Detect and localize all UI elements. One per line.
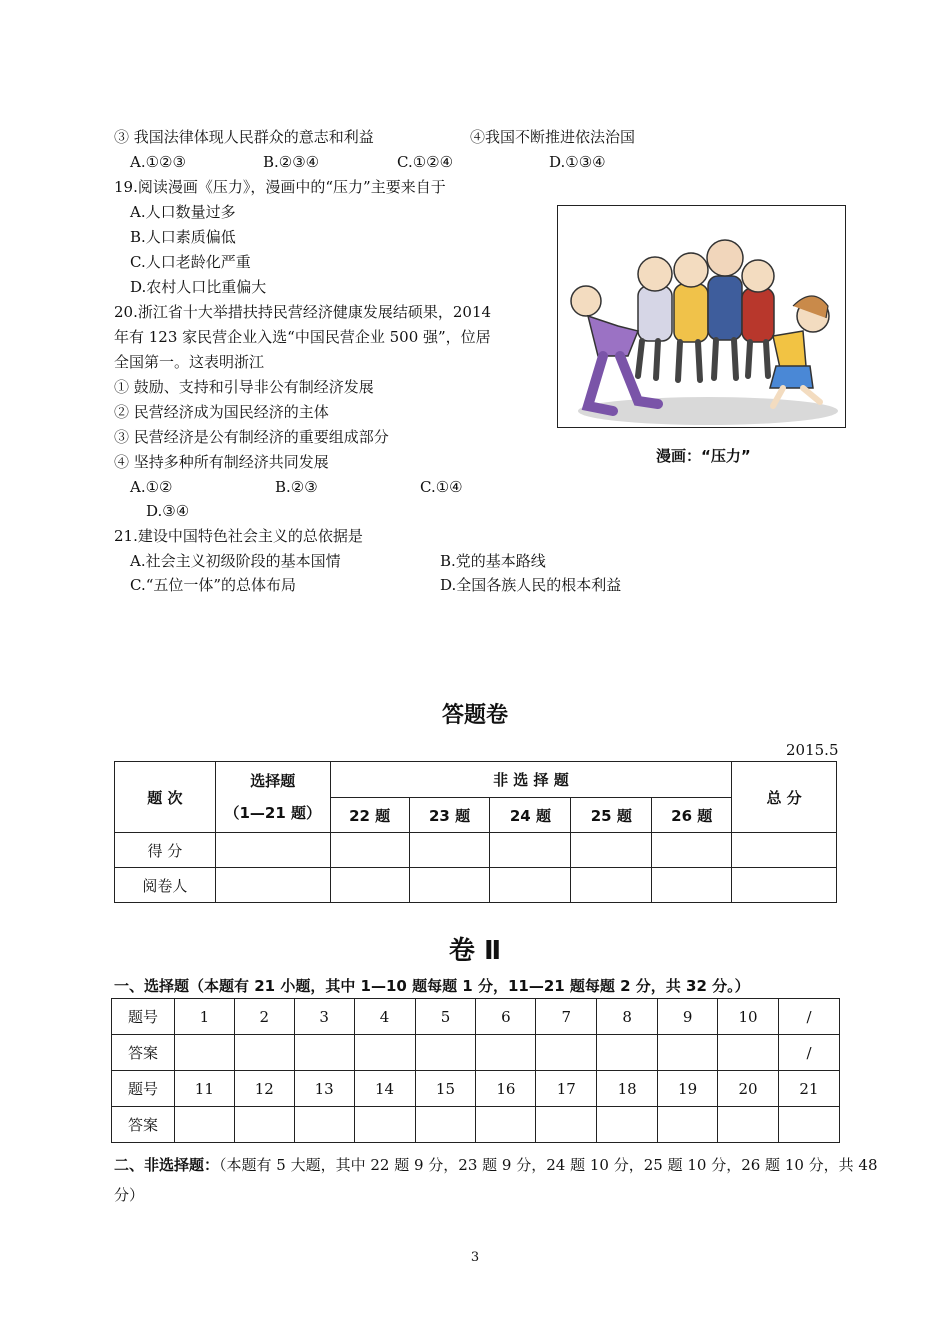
header-total: 总 分	[732, 762, 837, 833]
section2-text: （本题有 5 大题，其中 22 题 9 分，23 题 9 分，24 题 10 分，25 题 10 分，26 题 10 分，共 48	[219, 1156, 878, 1174]
q20-option-d: D.③④	[146, 502, 190, 520]
q20-stem-line-2: 年有 123 家民营企业入选“中国民营企业 500 强”，位居	[114, 328, 491, 346]
header-choice	[215, 762, 330, 833]
section2-line-1	[114, 1155, 878, 1175]
exam-date: 2015.5	[786, 741, 839, 759]
grader-cell[interactable]	[215, 868, 330, 903]
label-number: 题号	[112, 1071, 175, 1107]
row-grader-label: 阅卷人	[115, 868, 216, 903]
answer-cell[interactable]	[718, 1107, 779, 1143]
label-answer: 答案	[112, 1035, 175, 1071]
cartoon-illustration	[558, 206, 846, 428]
number-cell: 3	[294, 999, 354, 1035]
answer-cell[interactable]	[718, 1035, 779, 1071]
q19-option-a: A.人口数量过多	[130, 203, 236, 221]
answer-cell[interactable]	[658, 1107, 718, 1143]
q21-stem: 21.建设中国特色社会主义的总依据是	[114, 527, 363, 545]
header-choice-label: 选择题	[250, 772, 296, 790]
q20-statement-3: ③ 民营经济是公有制经济的重要组成部分	[114, 428, 389, 446]
q20-statement-4: ④ 坚持多种所有制经济共同发展	[114, 453, 329, 471]
score-cell[interactable]	[330, 833, 409, 868]
number-cell: 13	[294, 1071, 354, 1107]
label-answer: 答案	[112, 1107, 175, 1143]
number-cell: 18	[597, 1071, 658, 1107]
number-cell: 10	[718, 999, 779, 1035]
answer-grid	[111, 998, 840, 1143]
number-cell: 9	[658, 999, 718, 1035]
number-cell: 14	[354, 1071, 415, 1107]
page-number: 3	[470, 1250, 480, 1265]
q21-option-d: D.全国各族人民的根本利益	[440, 576, 622, 594]
answer-sheet-title: 答题卷	[441, 703, 508, 728]
score-cell[interactable]	[409, 833, 490, 868]
answer-cell[interactable]	[234, 1035, 294, 1071]
q19-option-d: D.农村人口比重偏大	[130, 278, 267, 296]
answer-cell[interactable]	[294, 1035, 354, 1071]
label-number: 题号	[112, 999, 175, 1035]
answer-cell[interactable]	[597, 1035, 658, 1071]
q20-option-c: C.①④	[420, 478, 463, 496]
header-q25: 25 题	[571, 798, 652, 833]
answer-cell[interactable]	[536, 1107, 597, 1143]
header-q26: 26 题	[652, 798, 732, 833]
answer-cell[interactable]	[476, 1107, 536, 1143]
answer-cell[interactable]	[174, 1107, 234, 1143]
score-cell[interactable]	[215, 833, 330, 868]
number-cell: 7	[536, 999, 597, 1035]
score-cell[interactable]	[732, 833, 837, 868]
q21-option-a: A.社会主义初级阶段的基本国情	[130, 552, 341, 570]
q18-option-b: B.②③④	[263, 153, 320, 171]
answer-cell[interactable]	[597, 1107, 658, 1143]
header-q23: 23 题	[409, 798, 490, 833]
row-score-label: 得 分	[115, 833, 216, 868]
score-cell[interactable]	[571, 833, 652, 868]
number-cell: 15	[415, 1071, 476, 1107]
section1-heading: 一、选择题（本题有 21 小题，其中 1—10 题每题 1 分，11—21 题每题 2 分，共 32 分。）	[114, 977, 750, 995]
number-cell: 19	[658, 1071, 718, 1107]
cartoon-caption: 漫画：“压力”	[656, 447, 751, 465]
header-choice-range: （1—21 题）	[224, 804, 322, 822]
answer-cell[interactable]	[658, 1035, 718, 1071]
pressure-cartoon-image	[557, 205, 846, 428]
number-cell: 6	[476, 999, 536, 1035]
number-cell: 11	[174, 1071, 234, 1107]
q20-stem-line-3: 全国第一。这表明浙江	[114, 353, 265, 371]
number-cell: 5	[415, 999, 476, 1035]
q18-statement-4: ④我国不断推进依法治国	[470, 128, 636, 146]
number-cell: 8	[597, 999, 658, 1035]
grader-cell[interactable]	[732, 868, 837, 903]
number-cell: 4	[354, 999, 415, 1035]
answer-cell-slash: /	[778, 1035, 839, 1071]
right-carrier-figure	[770, 296, 829, 406]
score-cell[interactable]	[490, 833, 571, 868]
q20-option-a: A.①②	[130, 478, 173, 496]
number-cell: 12	[234, 1071, 294, 1107]
number-cell: 21	[778, 1071, 839, 1107]
score-table	[114, 761, 837, 903]
q18-statement-3: ③ 我国法律体现人民群众的意志和利益	[114, 128, 374, 146]
header-q22: 22 题	[330, 798, 409, 833]
q18-option-c: C.①②④	[397, 153, 454, 171]
number-cell: 20	[718, 1071, 779, 1107]
number-cell: 2	[234, 999, 294, 1035]
grader-cell[interactable]	[330, 868, 409, 903]
q19-stem: 19.阅读漫画《压力》，漫画中的“压力”主要来自于	[114, 178, 446, 196]
q20-statement-1: ① 鼓励、支持和引导非公有制经济发展	[114, 378, 374, 396]
answer-cell[interactable]	[234, 1107, 294, 1143]
answer-cell[interactable]	[476, 1035, 536, 1071]
answer-cell[interactable]	[415, 1035, 476, 1071]
q18-option-a: A.①②③	[130, 153, 186, 171]
answer-cell[interactable]	[174, 1035, 234, 1071]
paper2-title: 卷 Ⅱ	[448, 936, 502, 966]
header-q24: 24 题	[490, 798, 571, 833]
q18-option-d: D.①③④	[549, 153, 606, 171]
q20-statement-2: ② 民营经济成为国民经济的主体	[114, 403, 329, 421]
section2-line-2: 分）	[114, 1186, 145, 1204]
grader-cell[interactable]	[652, 868, 732, 903]
q20-stem-line-1: 20.浙江省十大举措扶持民营经济健康发展结硕果，2014	[114, 303, 492, 321]
answer-cell[interactable]	[354, 1107, 415, 1143]
number-cell-slash: /	[778, 999, 839, 1035]
section2-label: 二、非选择题：	[114, 1156, 220, 1174]
score-cell[interactable]	[652, 833, 732, 868]
number-cell: 17	[536, 1071, 597, 1107]
header-nonchoice: 非 选 择 题	[330, 762, 731, 798]
q19-option-b: B.人口素质偏低	[130, 228, 236, 246]
answer-cell[interactable]	[294, 1107, 354, 1143]
q20-option-b: B.②③	[275, 478, 318, 496]
answer-cell[interactable]	[415, 1107, 476, 1143]
answer-cell[interactable]	[778, 1107, 839, 1143]
q21-option-c: C.“五位一体”的总体布局	[130, 576, 297, 594]
answer-cell[interactable]	[536, 1035, 597, 1071]
grader-cell[interactable]	[409, 868, 490, 903]
q21-option-b: B.党的基本路线	[440, 552, 546, 570]
grader-cell[interactable]	[490, 868, 571, 903]
elder-figures	[638, 240, 774, 380]
number-cell: 1	[174, 999, 234, 1035]
grader-cell[interactable]	[571, 868, 652, 903]
q19-option-c: C.人口老龄化严重	[130, 253, 251, 271]
number-cell: 16	[476, 1071, 536, 1107]
answer-cell[interactable]	[354, 1035, 415, 1071]
header-tici: 题 次	[115, 762, 216, 833]
